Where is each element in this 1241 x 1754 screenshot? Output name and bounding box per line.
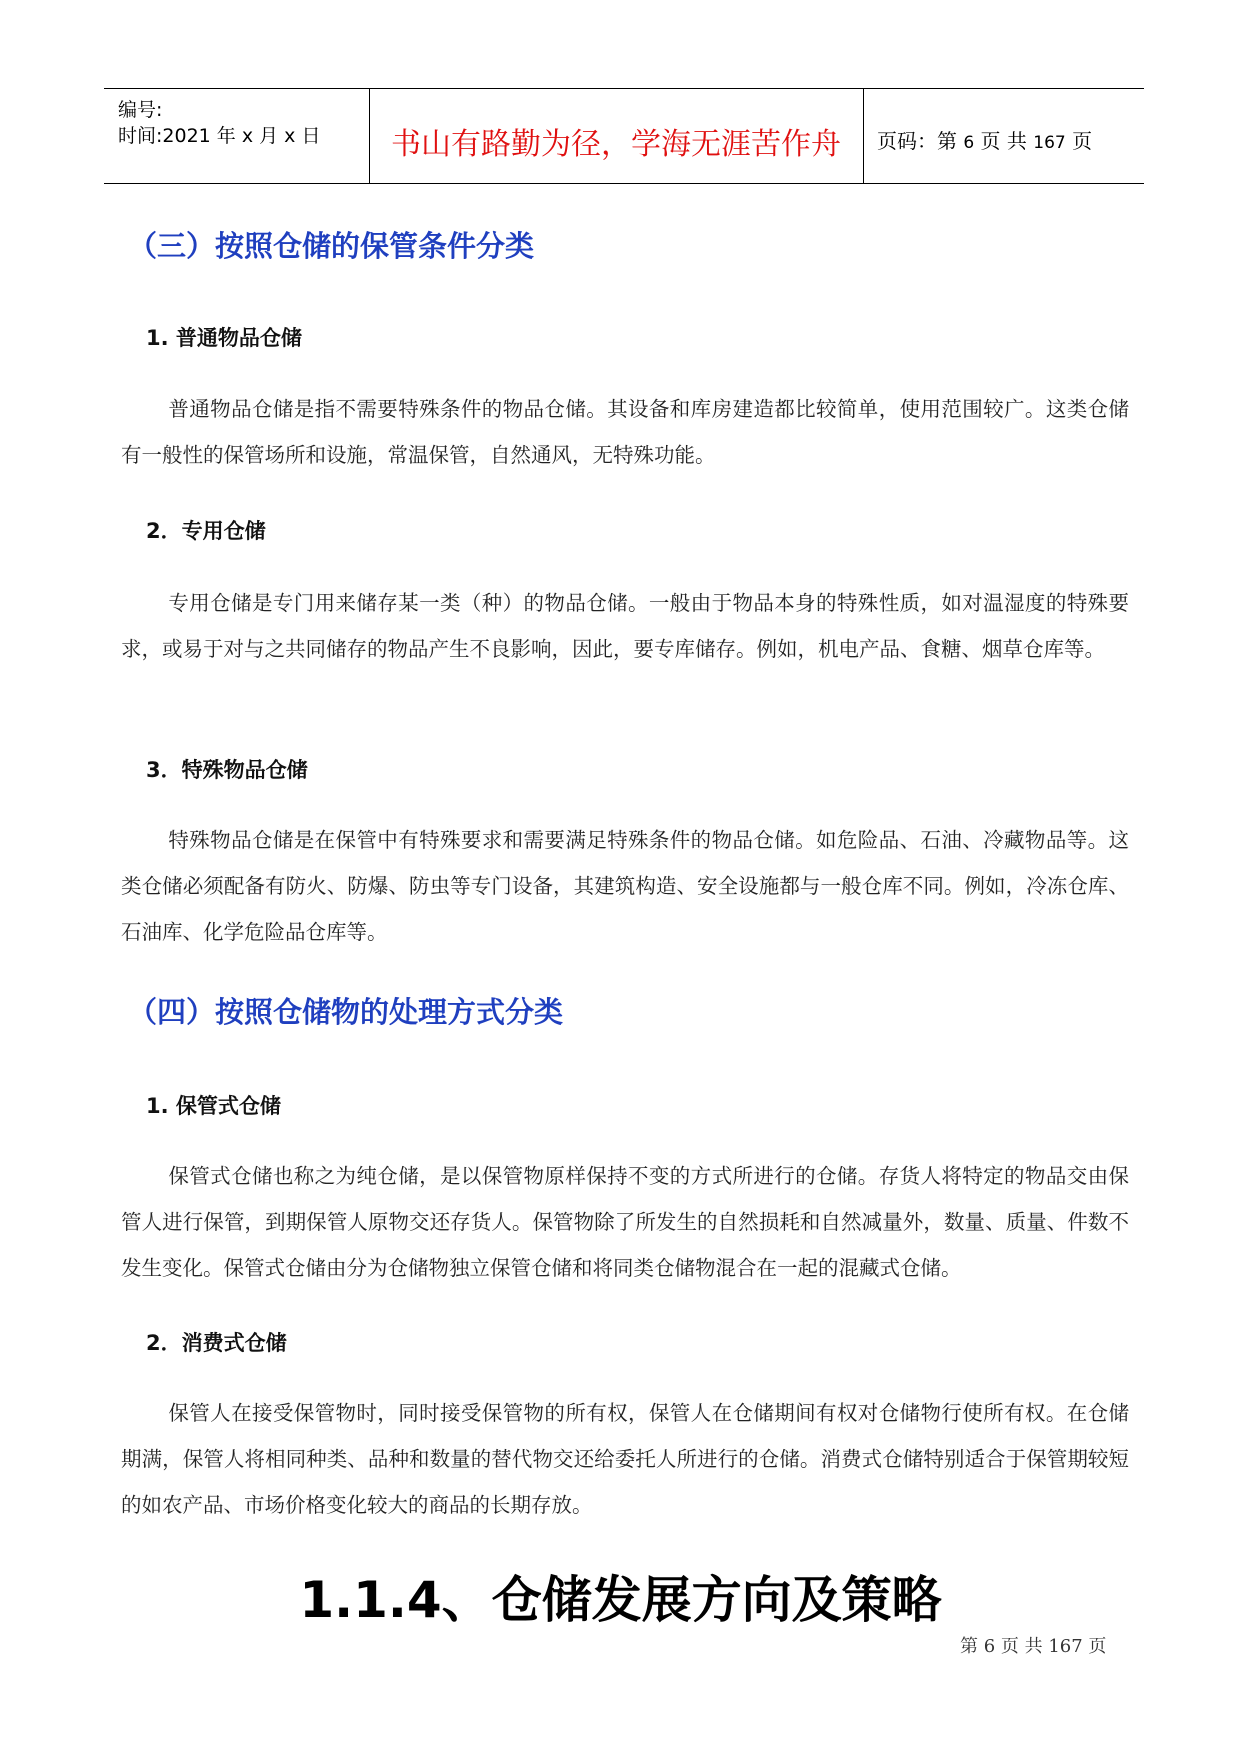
subsection-heading: 2．消费式仓储 — [146, 1331, 287, 1355]
motto: 书山有路勤为径，学海无涯苦作舟 — [391, 127, 841, 162]
page-mid: 页 共 — [980, 129, 1027, 153]
section-title-4: （四）按照仓储物的处理方式分类 — [128, 995, 564, 1029]
header-meta-cell — [104, 89, 370, 183]
section-title-3: （三）按照仓储的保管条件分类 — [128, 229, 535, 263]
number-label: 编号: — [118, 99, 163, 121]
subsection-heading: 3．特殊物品仓储 — [146, 758, 308, 782]
time-label: 时间:2021 年 x 月 x 日 — [118, 125, 321, 147]
subsection-heading: 1. 普通物品仓储 — [146, 326, 302, 350]
subsection-heading: 1. 保管式仓储 — [146, 1094, 281, 1118]
page-number: 6 — [963, 133, 975, 153]
paragraph: 普通物品仓储是指不需要特殊条件的物品仓储。其设备和库房建造都比较简单，使用范围较广。这类仓储有一般性的保管场所和设施，常温保管，自然通风，无特殊功能。 — [121, 397, 1129, 467]
page-info — [877, 125, 1092, 154]
paragraph: 专用仓储是专门用来储存某一类（种）的物品仓储。一般由于物品本身的特殊性质，如对温湿度的特殊要求，或易于对与之共同储存的物品产生不良影响，因此，要专库储存。例如，机电产品、食糖、烟草仓库等。 — [121, 591, 1129, 661]
header-motto-cell — [369, 89, 864, 183]
header-page-cell — [863, 89, 1144, 183]
subsection-heading: 2．专用仓储 — [146, 519, 266, 543]
page-footer: 第 6 页 共 167 页 — [960, 1636, 1107, 1657]
page-prefix: 页码：第 — [877, 129, 957, 153]
paragraph: 保管式仓储也称之为纯仓储，是以保管物原样保持不变的方式所进行的仓储。存货人将特定的物品交由保管人进行保管，到期保管人原物交还存货人。保管物除了所发生的自然损耗和自然减量外，数量、质量、件数不发生变化。保管式仓储由分为仓储物独立保管仓储和将同类仓储物混合在一起的混藏式仓储。 — [121, 1164, 1129, 1280]
page-total: 167 — [1033, 133, 1066, 153]
paragraph: 保管人在接受保管物时，同时接受保管物的所有权，保管人在仓储期间有权对仓储物行使所有权。在仓储期满，保管人将相同种类、品种和数量的替代物交还给委托人所进行的仓储。消费式仓储特别适合于保管期较短的如农产品、市场价格变化较大的商品的长期存放。 — [121, 1401, 1129, 1517]
chapter-title: 1.1.4、仓储发展方向及策略 — [299, 1571, 942, 1629]
paragraph: 特殊物品仓储是在保管中有特殊要求和需要满足特殊条件的物品仓储。如危险品、石油、冷藏物品等。这类仓储必须配备有防火、防爆、防虫等专门设备，其建筑构造、安全设施都与一般仓库不同。例如，冷冻仓库、石油库、化学危险品仓库等。 — [121, 828, 1129, 944]
page-suffix: 页 — [1072, 129, 1093, 153]
header-table — [104, 88, 1144, 184]
